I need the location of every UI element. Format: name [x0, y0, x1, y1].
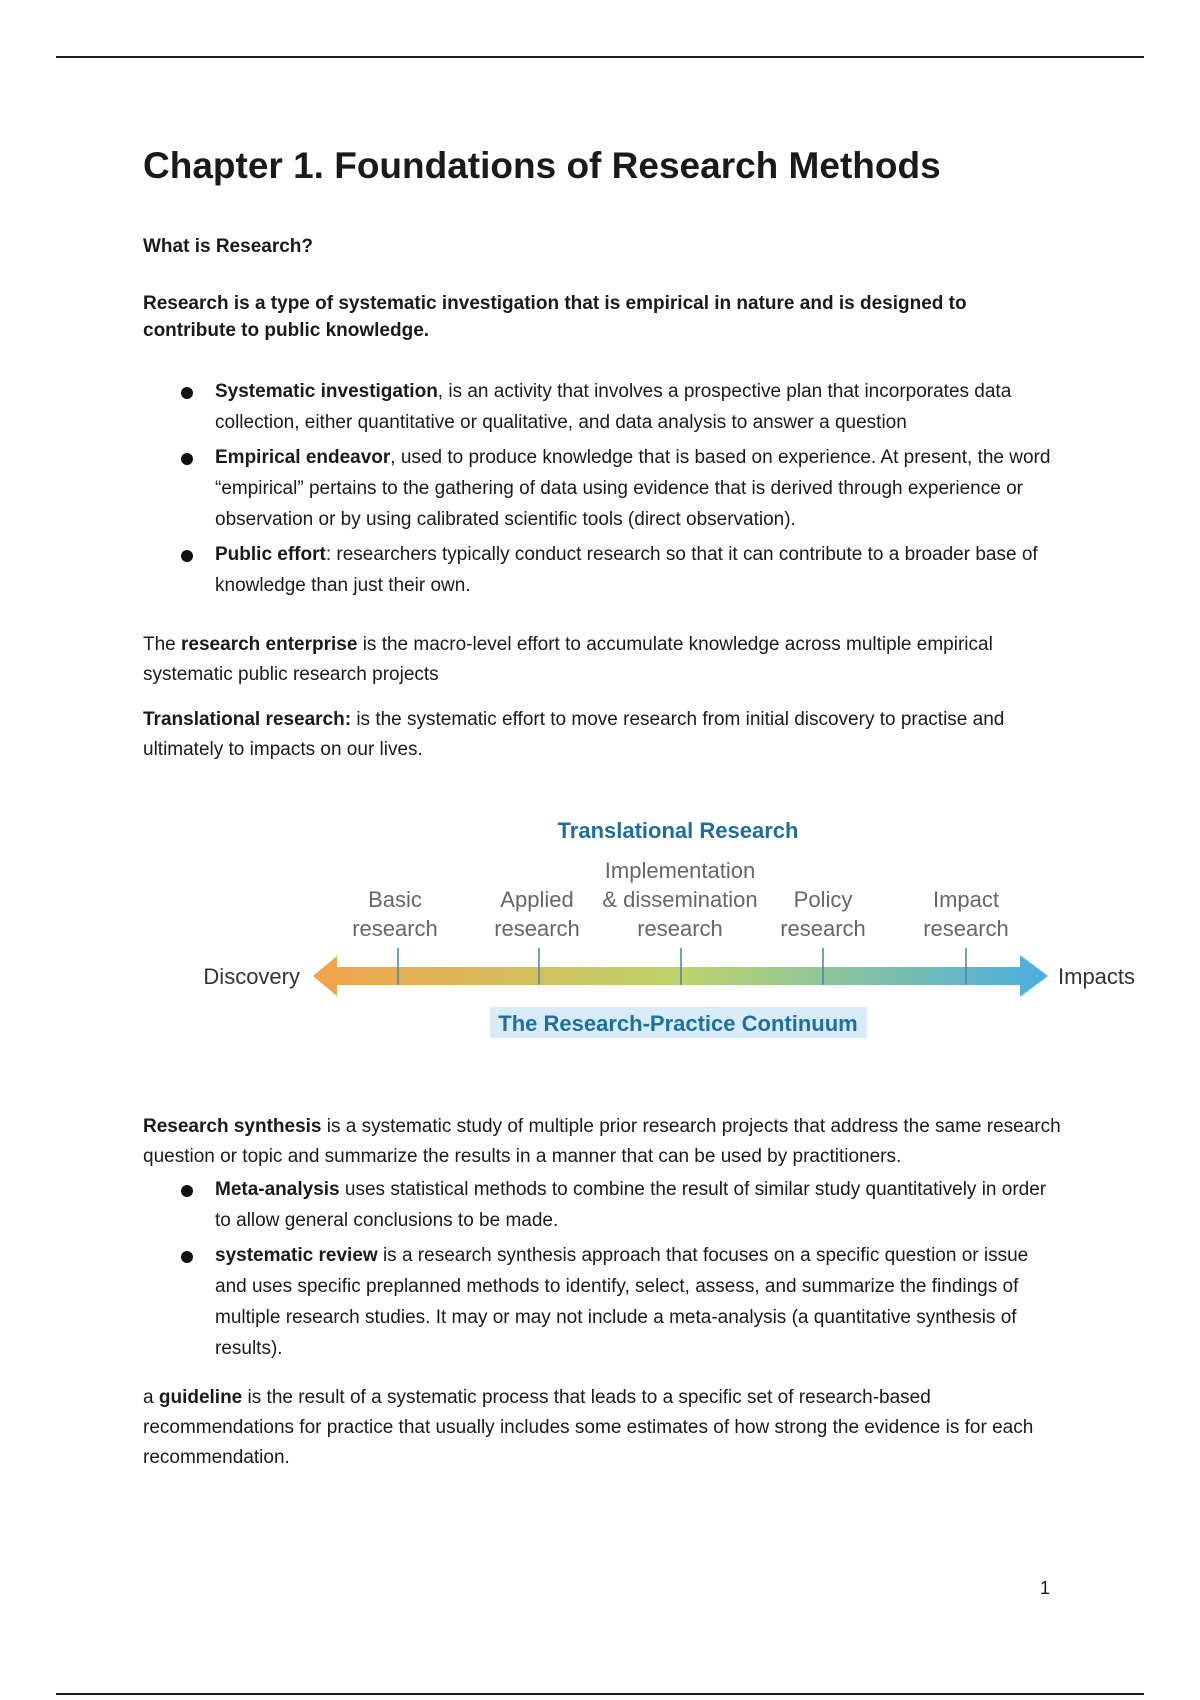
list-item: [143, 376, 1063, 438]
list-item-term: Public effort: [215, 544, 326, 565]
translational-research-paragraph: [143, 705, 1063, 765]
header-rule: [56, 56, 1144, 58]
list-item: [143, 1174, 1063, 1236]
stage-labels: [352, 858, 1009, 941]
stage-label-line2: Impact: [932, 887, 1000, 912]
research-practice-continuum-diagram: [180, 808, 1140, 1048]
discovery-label: Discovery: [203, 964, 300, 989]
bullet-icon: [181, 550, 193, 562]
list-item-term: Meta-analysis: [215, 1179, 340, 1200]
list-item-term: Systematic investigation: [215, 381, 438, 402]
research-synthesis-paragraph: [143, 1112, 1063, 1172]
list-item-term: Empirical endeavor: [215, 447, 391, 468]
paragraph-text: is the macro-level effort to accumulate knowledge across multiple empirical systematic public research projects: [143, 634, 993, 685]
section-heading: What is Research?: [143, 236, 313, 257]
bullet-icon: [181, 387, 193, 399]
paragraph-text: is a systematic study of multiple prior research projects that address the same research question or topic and summarize the results in a manner that can be used by practitioners.: [143, 1116, 1061, 1167]
bullet-icon: [181, 1185, 193, 1197]
impacts-label: Impacts: [1058, 964, 1136, 989]
list-item-text: : researchers typically conduct research so that it can contribute to a broader base of knowledge than just their own.: [215, 544, 1038, 596]
paragraph-text: is the result of a systematic process that leads to a specific set of research-based recommendations for practice that usually includes some estimates of how strong the evidence is for each recommendation.: [143, 1387, 1034, 1468]
diagram-caption: The Research-Practice Continuum: [498, 1011, 858, 1036]
stage-label-line3: research: [780, 916, 866, 941]
list-item-text: is a research synthesis approach that focuses on a specific question or issue and uses specific preplanned methods to identify, select, assess, and summarize the findings of multiple research studies. It may or may not include a meta-analysis (a quantitative synthesis of results).: [215, 1245, 1029, 1359]
stage-label-line3: research: [923, 916, 1009, 941]
guideline-paragraph: [143, 1383, 1063, 1473]
page-title: Chapter 1. Foundations of Research Methods: [143, 145, 941, 186]
research-definition: Research is a type of systematic investigation that is empirical in nature and is designed to contribute to public knowledge.: [143, 293, 967, 341]
paragraph-text: is the systematic effort to move research from initial discovery to practise and ultimately to impacts on our lives.: [143, 709, 1005, 760]
paragraph-term: Research synthesis: [143, 1116, 322, 1137]
stage-label-line3: research: [637, 916, 723, 941]
stage-label-line2: Applied: [500, 887, 574, 912]
diagram-title: Translational Research: [557, 818, 799, 843]
paragraph-prefix: The: [143, 634, 182, 655]
stage-label-line2: Basic: [368, 887, 422, 912]
paragraph-term: guideline: [158, 1387, 243, 1408]
list-item: [143, 539, 1063, 601]
list-item: [143, 1240, 1063, 1364]
footer-rule: [56, 1693, 1144, 1695]
synthesis-types-list: [143, 1174, 1063, 1368]
stage-label-line1: Implementation: [604, 858, 756, 883]
bullet-icon: [181, 453, 193, 465]
page-number: 1: [1040, 1578, 1051, 1598]
stage-label-line3: research: [494, 916, 580, 941]
list-item: [143, 442, 1063, 535]
list-item-text: uses statistical methods to combine the result of similar study quantitatively in order to allow general conclusions to be made.: [215, 1179, 1047, 1231]
paragraph-term: Translational research:: [143, 709, 352, 730]
paragraph-term: research enterprise: [181, 634, 358, 655]
stage-label-line2: Policy: [793, 887, 853, 912]
list-item-text: , used to produce knowledge that is based on experience. At present, the word “empirical” pertains to the gathering of data using evidence that is derived through experience or observation or by using calibrated scientific tools (direct observation).: [215, 447, 1051, 530]
research-enterprise-paragraph: [143, 630, 1063, 690]
stage-label-line2: & dissemination: [602, 887, 758, 912]
list-item-term: systematic review: [215, 1245, 378, 1266]
paragraph-prefix: a: [143, 1387, 159, 1408]
bullet-icon: [181, 1251, 193, 1263]
research-characteristics-list: [143, 376, 1063, 605]
stage-label-line3: research: [352, 916, 438, 941]
list-item-text: , is an activity that involves a prospective plan that incorporates data collection, either quantitative or qualitative, and data analysis to answer a question: [215, 381, 1012, 433]
